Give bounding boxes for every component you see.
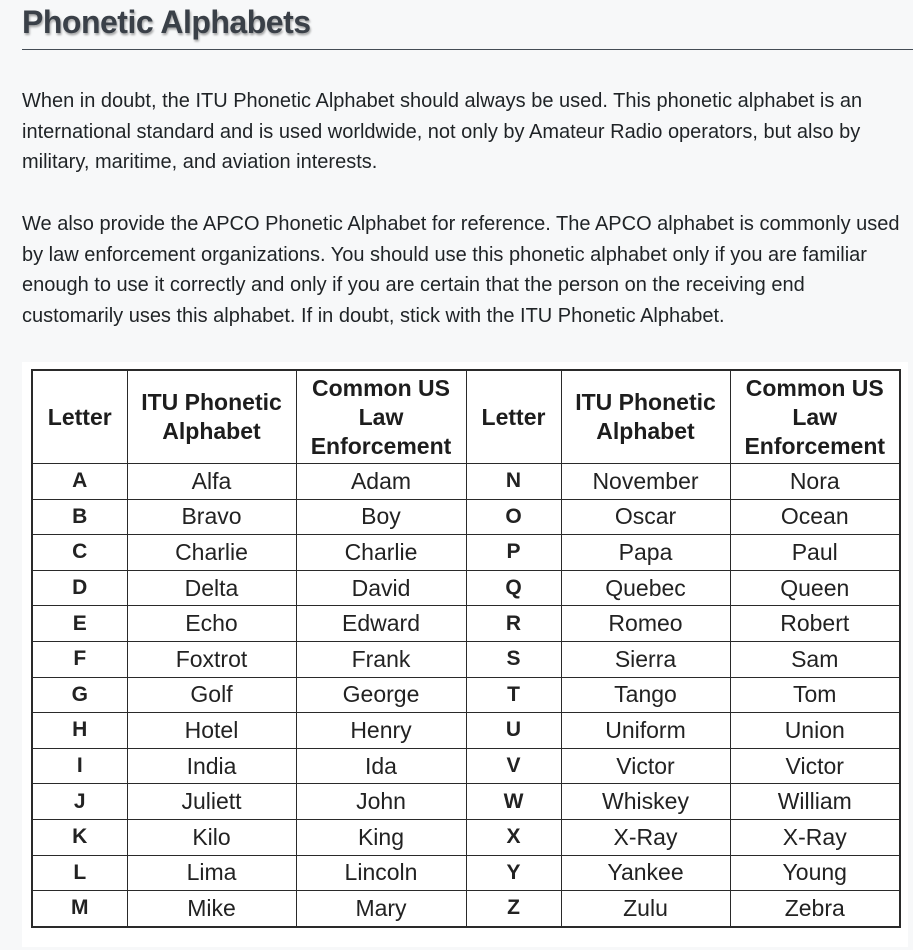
itu-word-cell: Mike [127,891,296,927]
table-row [32,784,900,820]
law-word-cell: George [296,677,466,713]
table-row [32,606,900,642]
itu-word-cell: Yankee [561,855,730,891]
letter-cell: F [32,641,127,677]
law-word-cell: Henry [296,713,466,749]
law-word-cell: Young [730,855,900,891]
law-word-cell: Sam [730,641,900,677]
letter-cell: X [466,819,561,855]
itu-word-cell: India [127,748,296,784]
itu-word-cell: Lima [127,855,296,891]
letter-cell: D [32,570,127,606]
letter-cell: S [466,641,561,677]
phonetic-alphabet-table [31,369,901,928]
header-itu: ITU Phonetic Alphabet [561,370,730,464]
law-word-cell: Union [730,713,900,749]
law-word-cell: Robert [730,606,900,642]
letter-cell: I [32,748,127,784]
itu-word-cell: Whiskey [561,784,730,820]
table-row [32,855,900,891]
law-word-cell: David [296,570,466,606]
law-word-cell: Charlie [296,535,466,571]
law-word-cell: Ida [296,748,466,784]
letter-cell: V [466,748,561,784]
letter-cell: A [32,464,127,500]
law-word-cell: Mary [296,891,466,927]
table-body [32,464,900,927]
apco-paragraph: We also provide the APCO Phonetic Alphabet for reference. The APCO alphabet is commonly used by law enforcement organizations. You should use this phonetic alphabet only if you are familiar enough to use it correctly and only if you are certain that the person on the receiving end customarily uses this alphabet. If in doubt, stick with the ITU Phonetic Alphabet. [22,213,900,327]
itu-word-cell: Alfa [127,464,296,500]
table-row [32,713,900,749]
itu-word-cell: Hotel [127,713,296,749]
letter-cell: E [32,606,127,642]
letter-cell: B [32,499,127,535]
table-row [32,535,900,571]
letter-cell: R [466,606,561,642]
header-itu: ITU Phonetic Alphabet [127,370,296,464]
letter-cell: M [32,891,127,927]
table-row [32,464,900,500]
letter-cell: Y [466,855,561,891]
itu-word-cell: Romeo [561,606,730,642]
letter-cell: L [32,855,127,891]
law-word-cell: John [296,784,466,820]
letter-cell: N [466,464,561,500]
letter-cell: Q [466,570,561,606]
law-word-cell: King [296,819,466,855]
itu-word-cell: X-Ray [561,819,730,855]
letter-cell: H [32,713,127,749]
phonetic-table-image [22,362,908,947]
table-row [32,891,900,927]
letter-cell: U [466,713,561,749]
law-word-cell: Edward [296,606,466,642]
law-word-cell: Zebra [730,891,900,927]
table-row [32,570,900,606]
itu-word-cell: Tango [561,677,730,713]
header-law-enforcement: Common US Law Enforcement [296,370,466,464]
law-word-cell: Boy [296,499,466,535]
law-word-cell: William [730,784,900,820]
letter-cell: Z [466,891,561,927]
law-word-cell: Paul [730,535,900,571]
letter-cell: G [32,677,127,713]
letter-cell: C [32,535,127,571]
itu-word-cell: Uniform [561,713,730,749]
header-law-enforcement: Common US Law Enforcement [730,370,900,464]
letter-cell: W [466,784,561,820]
law-word-cell: Frank [296,641,466,677]
letter-cell: K [32,819,127,855]
intro-paragraph: When in doubt, the ITU Phonetic Alphabet should always be used. This phonetic alphabet is an international standard and is used worldwide, not only by Amateur Radio operators, but also by military, maritime, and aviation interests. [22,90,863,173]
law-word-cell: Tom [730,677,900,713]
letter-cell: O [466,499,561,535]
itu-word-cell: Sierra [561,641,730,677]
itu-word-cell: Echo [127,606,296,642]
itu-word-cell: Juliett [127,784,296,820]
title-divider [22,49,913,50]
itu-word-cell: Zulu [561,891,730,927]
itu-word-cell: Charlie [127,535,296,571]
header-letter: Letter [466,370,561,464]
law-word-cell: Adam [296,464,466,500]
table-row [32,499,900,535]
itu-word-cell: Kilo [127,819,296,855]
itu-word-cell: Papa [561,535,730,571]
itu-word-cell: Golf [127,677,296,713]
itu-word-cell: Delta [127,570,296,606]
law-word-cell: Queen [730,570,900,606]
letter-cell: P [466,535,561,571]
itu-word-cell: Bravo [127,499,296,535]
table-row [32,677,900,713]
law-word-cell: Nora [730,464,900,500]
table-row [32,819,900,855]
law-word-cell: Victor [730,748,900,784]
letter-cell: J [32,784,127,820]
table-row [32,641,900,677]
itu-word-cell: November [561,464,730,500]
letter-cell: T [466,677,561,713]
itu-word-cell: Victor [561,748,730,784]
itu-word-cell: Quebec [561,570,730,606]
itu-word-cell: Oscar [561,499,730,535]
header-letter: Letter [32,370,127,464]
itu-word-cell: Foxtrot [127,641,296,677]
law-word-cell: Ocean [730,499,900,535]
table-header-row [32,370,900,464]
law-word-cell: Lincoln [296,855,466,891]
table-row [32,748,900,784]
page-title: Phonetic Alphabets [22,4,311,40]
law-word-cell: X-Ray [730,819,900,855]
